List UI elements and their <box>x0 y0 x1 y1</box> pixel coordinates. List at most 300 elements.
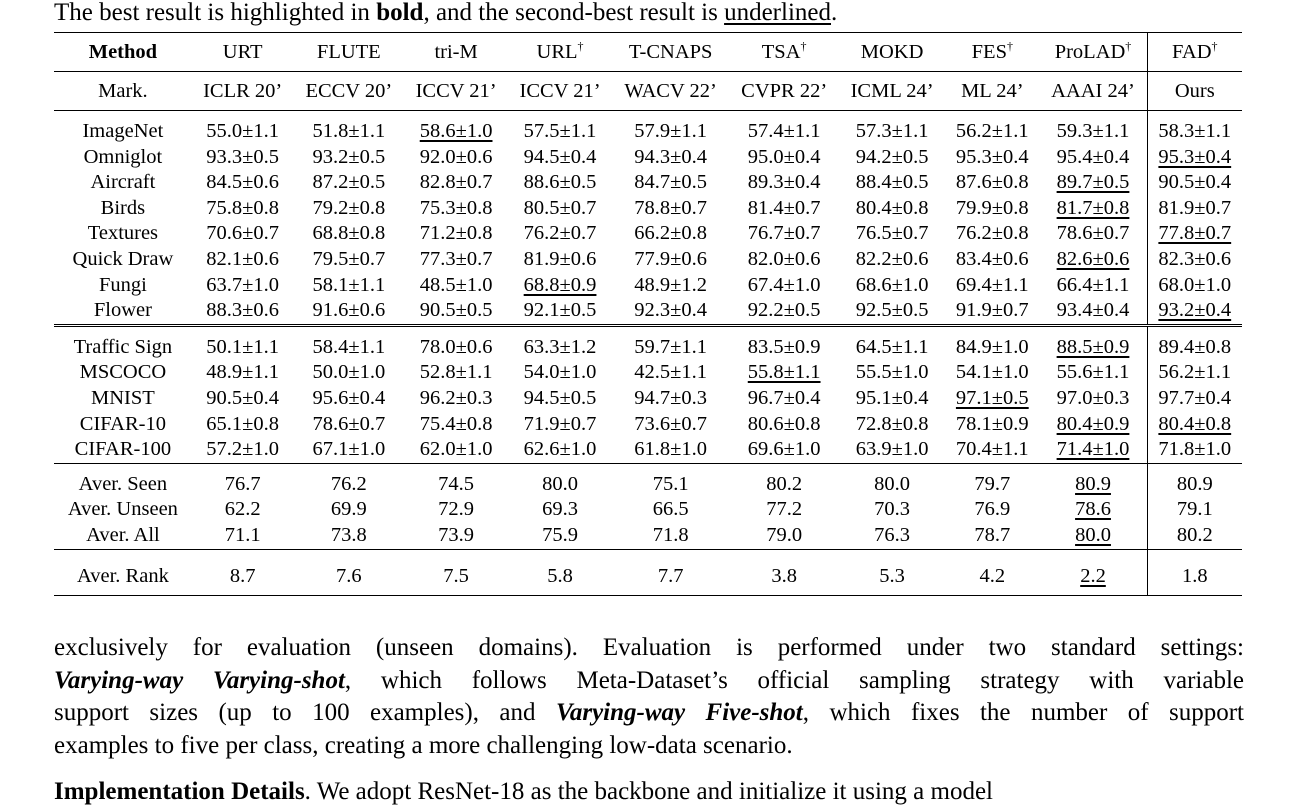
result-cell <box>508 497 612 523</box>
result-cell <box>729 463 839 497</box>
result-value: 78.8±0.7 <box>634 196 708 219</box>
result-value: 95.4±0.4 <box>1056 145 1130 168</box>
result-cell <box>404 497 508 523</box>
result-value: 73.6±0.7 <box>634 412 708 435</box>
result-value: 93.4±0.4 <box>1056 299 1130 322</box>
result-cell <box>294 497 405 523</box>
table-row <box>54 247 1242 273</box>
result-value: 54.0±1.0 <box>523 361 597 384</box>
result-cell <box>294 298 405 325</box>
result-cell <box>839 247 945 273</box>
result-value: 94.2±0.5 <box>855 145 929 168</box>
result-cell <box>508 170 612 196</box>
result-value: 79.2±0.8 <box>312 196 386 219</box>
result-value: 59.3±1.1 <box>1056 120 1130 142</box>
result-cell <box>1039 360 1147 386</box>
result-cell <box>612 111 729 145</box>
result-value: 82.3±0.6 <box>1158 247 1232 270</box>
result-cell <box>192 463 294 497</box>
result-cell <box>839 463 945 497</box>
result-value: 80.0 <box>542 472 578 495</box>
result-value: 95.1±0.4 <box>855 386 929 409</box>
result-value: 71.8 <box>652 523 689 546</box>
result-value: 68.0±1.0 <box>1158 273 1232 296</box>
result-value: 75.3±0.8 <box>419 196 493 219</box>
result-value: 97.0±0.3 <box>1056 386 1130 409</box>
row-label: Aver. Rank <box>54 549 192 595</box>
result-value: 79.0 <box>766 523 803 546</box>
result-value: 94.5±0.5 <box>523 386 597 409</box>
result-value: 68.8±0.8 <box>312 222 386 245</box>
result-cell <box>508 145 612 171</box>
paragraph-line-1: exclusively for evaluation (unseen domains). Evaluation is performed under two standard settings: <box>54 634 1244 661</box>
result-value: 65.1±0.8 <box>206 412 280 435</box>
result-value: 42.5±1.1 <box>634 361 708 384</box>
result-value: 75.4±0.8 <box>419 412 493 435</box>
result-cell <box>945 298 1039 325</box>
result-value: 50.0±1.0 <box>312 361 386 384</box>
paragraph-line-3 <box>54 697 1244 730</box>
result-value: 7.7 <box>657 564 684 587</box>
result-value: 48.9±1.1 <box>206 361 280 384</box>
result-value: 93.3±0.5 <box>206 145 280 168</box>
result-value: 94.7±0.3 <box>634 386 708 409</box>
column-header-col-6 <box>729 33 839 72</box>
result-cell <box>1147 247 1242 273</box>
result-cell <box>839 170 945 196</box>
result-value: 76.7 <box>224 472 261 495</box>
result-cell <box>839 360 945 386</box>
result-cell <box>729 412 839 438</box>
result-value: 57.4±1.1 <box>747 120 821 142</box>
row-label: Aver. Seen <box>54 463 192 497</box>
result-cell <box>508 273 612 299</box>
result-value: 76.7±0.7 <box>747 222 821 245</box>
result-cell <box>729 111 839 145</box>
result-value: 71.1 <box>224 523 261 546</box>
result-value: 72.8±0.8 <box>855 412 929 435</box>
result-cell <box>839 273 945 299</box>
column-header-col-8 <box>945 33 1039 72</box>
result-value: 96.2±0.3 <box>419 386 493 409</box>
result-cell <box>1147 298 1242 325</box>
result-cell <box>508 325 612 360</box>
result-cell <box>192 437 294 463</box>
result-value: 76.2 <box>330 472 367 495</box>
table-row <box>54 360 1242 386</box>
result-value: 79.9±0.8 <box>955 196 1029 219</box>
result-value: 3.8 <box>771 564 797 587</box>
mark-row-label: Mark. <box>54 72 192 111</box>
result-cell <box>192 273 294 299</box>
venue-cell: ICML 24’ <box>839 72 945 111</box>
implementation-heading: Implementation Details <box>54 778 305 805</box>
result-value: 79.7 <box>974 472 1011 495</box>
result-value: 67.4±1.0 <box>747 273 821 296</box>
result-cell <box>294 196 405 222</box>
result-value: 58.3±1.1 <box>1158 120 1232 142</box>
result-value: 66.5 <box>652 498 689 521</box>
result-cell <box>839 111 945 145</box>
result-cell <box>945 273 1039 299</box>
result-cell <box>1147 386 1242 412</box>
row-label: Textures <box>87 222 159 245</box>
result-value: 80.6±0.8 <box>747 412 821 435</box>
result-cell <box>404 437 508 463</box>
result-value: 81.4±0.7 <box>747 196 821 219</box>
result-cell <box>294 170 405 196</box>
result-cell <box>294 221 405 247</box>
dagger-mark: † <box>1006 38 1013 53</box>
result-value: 80.0 <box>1075 523 1111 546</box>
result-value: 87.6±0.8 <box>955 171 1029 194</box>
venue-cell: Ours <box>1147 72 1242 111</box>
result-cell <box>192 170 294 196</box>
caption-middle: , and the second-best result is <box>423 0 725 26</box>
result-cell <box>508 412 612 438</box>
result-value: 70.3 <box>874 498 911 521</box>
result-value: 77.3±0.7 <box>419 247 493 270</box>
result-value: 78.6±0.7 <box>312 412 386 435</box>
result-cell <box>729 523 839 549</box>
result-cell <box>1147 145 1242 171</box>
result-value: 7.6 <box>336 564 362 587</box>
column-header-col-4 <box>508 33 612 72</box>
result-value: 92.3±0.4 <box>634 299 708 322</box>
row-label: Aver. Unseen <box>67 498 178 521</box>
result-cell <box>404 523 508 549</box>
result-cell <box>1147 325 1242 360</box>
result-value: 8.7 <box>229 564 256 587</box>
result-cell <box>192 247 294 273</box>
result-cell <box>1039 412 1147 438</box>
result-value: 2.2 <box>1080 564 1106 587</box>
result-value: 76.3 <box>874 523 911 546</box>
paragraph-line-2-rest: , which follows Meta-Dataset’s official sampling strategy with variable <box>344 666 1244 694</box>
result-cell <box>839 549 945 595</box>
result-cell <box>508 221 612 247</box>
column-header-label: T-CNAPS <box>628 40 713 63</box>
venue-cell: AAAI 24’ <box>1039 72 1147 111</box>
result-cell <box>839 497 945 523</box>
result-value: 61.8±1.0 <box>634 438 708 461</box>
result-cell <box>508 196 612 222</box>
row-label: Birds <box>100 196 146 219</box>
result-value: 95.3±0.4 <box>1158 145 1232 168</box>
result-value: 71.9±0.7 <box>523 412 597 435</box>
result-cell <box>945 221 1039 247</box>
result-value: 4.2 <box>979 564 1006 587</box>
result-value: 84.9±1.0 <box>955 335 1029 358</box>
result-cell <box>839 221 945 247</box>
column-header-label: ProLAD <box>1054 40 1126 63</box>
result-value: 80.4±0.8 <box>855 196 929 219</box>
result-cell <box>1147 273 1242 299</box>
result-value: 68.6±1.0 <box>855 273 929 296</box>
result-value: 79.5±0.7 <box>312 247 386 270</box>
result-value: 77.8±0.7 <box>1158 222 1232 245</box>
results-table <box>54 32 1242 596</box>
venue-cell: WACV 22’ <box>612 72 729 111</box>
result-cell <box>508 111 612 145</box>
result-value: 75.1 <box>652 472 689 495</box>
result-value: 77.2 <box>766 498 803 521</box>
result-cell <box>404 170 508 196</box>
result-value: 82.2±0.6 <box>855 247 929 270</box>
venue-cell: ICCV 21’ <box>404 72 508 111</box>
result-cell <box>404 298 508 325</box>
caption-prefix: The best result is highlighted in <box>54 0 377 26</box>
result-value: 84.5±0.6 <box>206 171 280 194</box>
result-value: 55.6±1.1 <box>1056 361 1130 384</box>
table-row <box>54 221 1242 247</box>
result-cell <box>729 145 839 171</box>
result-value: 78.6 <box>1075 498 1111 521</box>
result-value: 78.0±0.6 <box>419 335 493 358</box>
result-cell <box>839 386 945 412</box>
row-label: Fungi <box>98 273 147 296</box>
table-row <box>54 111 1242 145</box>
venue-cell: ML 24’ <box>945 72 1039 111</box>
result-value: 76.2±0.8 <box>955 222 1029 245</box>
result-cell <box>945 386 1039 412</box>
result-value: 87.2±0.5 <box>312 171 386 194</box>
venue-cell: ICLR 20’ <box>192 72 294 111</box>
result-cell <box>612 325 729 360</box>
result-value: 59.7±1.1 <box>634 335 708 358</box>
result-cell <box>945 412 1039 438</box>
result-value: 80.9 <box>1176 472 1213 495</box>
result-value: 97.7±0.4 <box>1158 386 1232 409</box>
result-cell <box>294 325 405 360</box>
result-cell <box>945 360 1039 386</box>
result-value: 80.4±0.9 <box>1056 412 1130 435</box>
result-cell <box>839 412 945 438</box>
result-cell <box>294 412 405 438</box>
result-cell <box>612 412 729 438</box>
result-cell <box>612 221 729 247</box>
result-cell <box>1039 273 1147 299</box>
result-cell <box>1039 523 1147 549</box>
column-header-col-1 <box>192 33 294 72</box>
result-cell <box>192 412 294 438</box>
result-cell <box>192 360 294 386</box>
result-value: 88.6±0.5 <box>523 171 597 194</box>
column-header-label: FAD <box>1172 40 1212 63</box>
result-cell <box>294 549 405 595</box>
result-cell <box>1039 196 1147 222</box>
row-label: MSCOCO <box>79 361 167 384</box>
result-cell <box>729 549 839 595</box>
result-value: 80.9 <box>1075 472 1111 495</box>
result-cell <box>1147 111 1242 145</box>
result-value: 84.7±0.5 <box>634 171 708 194</box>
result-value: 80.2 <box>766 472 803 495</box>
result-value: 73.9 <box>438 523 475 546</box>
row-label: Flower <box>93 299 152 322</box>
result-value: 55.5±1.0 <box>855 361 929 384</box>
result-cell <box>1147 497 1242 523</box>
result-cell <box>729 497 839 523</box>
result-cell <box>945 497 1039 523</box>
result-value: 75.8±0.8 <box>206 196 280 219</box>
result-cell <box>729 298 839 325</box>
result-cell <box>729 386 839 412</box>
result-value: 80.5±0.7 <box>523 196 597 219</box>
result-value: 82.0±0.6 <box>747 247 821 270</box>
result-cell <box>839 437 945 463</box>
result-value: 69.3 <box>542 498 578 521</box>
column-header-col-3 <box>404 33 508 72</box>
result-cell <box>612 386 729 412</box>
row-label: Aver. All <box>86 523 160 546</box>
table-row <box>54 145 1242 171</box>
result-cell <box>192 111 294 145</box>
result-cell <box>1039 170 1147 196</box>
result-value: 81.9±0.6 <box>523 247 597 270</box>
result-value: 5.8 <box>547 564 573 587</box>
column-header-col-5 <box>612 33 729 72</box>
result-value: 81.7±0.8 <box>1056 196 1130 219</box>
row-label: ImageNet <box>54 111 192 145</box>
result-cell <box>729 170 839 196</box>
result-cell <box>294 273 405 299</box>
paragraph-implementation <box>54 776 1244 808</box>
result-cell <box>729 325 839 360</box>
result-value: 71.8±1.0 <box>1158 438 1232 461</box>
result-value: 54.1±1.0 <box>955 361 1029 384</box>
result-value: 52.8±1.1 <box>419 361 493 384</box>
result-cell <box>192 386 294 412</box>
result-cell <box>294 523 405 549</box>
result-cell <box>612 523 729 549</box>
result-cell <box>404 145 508 171</box>
result-cell <box>1039 247 1147 273</box>
result-value: 71.2±0.8 <box>419 222 493 245</box>
result-cell <box>945 463 1039 497</box>
result-value: 62.2 <box>224 498 261 521</box>
column-header-label: URT <box>222 40 263 63</box>
result-value: 81.9±0.7 <box>1158 196 1232 219</box>
table-row <box>54 386 1242 412</box>
result-cell <box>404 412 508 438</box>
result-value: 69.6±1.0 <box>747 438 821 461</box>
result-value: 57.9±1.1 <box>634 120 708 142</box>
dagger-mark: † <box>800 38 807 53</box>
result-value: 57.5±1.1 <box>523 120 597 142</box>
table-row <box>54 437 1242 463</box>
result-cell <box>508 298 612 325</box>
result-value: 48.9±1.2 <box>634 273 708 296</box>
result-value: 56.2±1.1 <box>955 120 1029 142</box>
row-label: CIFAR-100 <box>74 438 172 461</box>
caption-bold-word: bold <box>376 0 424 26</box>
result-value: 58.1±1.1 <box>312 273 386 296</box>
result-cell <box>839 145 945 171</box>
result-cell <box>612 437 729 463</box>
result-value: 56.2±1.1 <box>1158 361 1232 384</box>
result-value: 96.7±0.4 <box>747 386 821 409</box>
table-row <box>54 497 1242 523</box>
result-cell <box>1147 196 1242 222</box>
result-value: 93.2±0.5 <box>312 145 386 168</box>
paragraph-line-4: examples to five per class, creating a more challenging low-data scenario. <box>54 731 793 759</box>
result-value: 50.1±1.1 <box>206 335 280 358</box>
result-value: 71.4±1.0 <box>1056 438 1130 461</box>
result-value: 92.1±0.5 <box>523 299 597 322</box>
result-cell <box>192 145 294 171</box>
table-row <box>54 412 1242 438</box>
result-value: 82.8±0.7 <box>419 171 493 194</box>
result-cell <box>1147 463 1242 497</box>
result-cell <box>945 170 1039 196</box>
result-value: 89.7±0.5 <box>1056 171 1130 194</box>
column-header-label: FLUTE <box>316 40 381 63</box>
setting-varying-shot: Varying-way Varying-shot <box>54 666 345 694</box>
result-value: 79.1 <box>1176 498 1213 521</box>
result-value: 69.9 <box>330 498 367 521</box>
venue-cell: ICCV 21’ <box>508 72 612 111</box>
result-cell <box>508 247 612 273</box>
result-cell <box>1039 298 1147 325</box>
row-label: Quick Draw <box>72 247 174 270</box>
paragraph-line-3-rest: , which fixes the number of support <box>802 699 1244 726</box>
result-cell <box>839 196 945 222</box>
result-value: 94.5±0.4 <box>523 145 597 168</box>
row-label: Aircraft <box>90 171 156 194</box>
result-value: 95.3±0.4 <box>955 145 1029 168</box>
result-value: 92.2±0.5 <box>747 299 821 322</box>
result-value: 57.2±1.0 <box>206 438 280 461</box>
result-cell <box>404 463 508 497</box>
result-cell <box>729 196 839 222</box>
result-cell <box>945 247 1039 273</box>
result-cell <box>1039 463 1147 497</box>
result-cell <box>612 170 729 196</box>
result-cell <box>612 549 729 595</box>
column-header-label: FES <box>971 40 1007 63</box>
result-cell <box>192 325 294 360</box>
result-cell <box>294 360 405 386</box>
result-value: 70.6±0.7 <box>206 222 280 245</box>
result-cell <box>192 549 294 595</box>
table-row <box>54 523 1242 549</box>
implementation-text: . We adopt ResNet-18 as the backbone and initialize it using a model <box>304 778 993 805</box>
result-value: 89.4±0.8 <box>1158 335 1232 358</box>
result-value: 58.4±1.1 <box>312 335 386 358</box>
result-cell <box>612 196 729 222</box>
result-cell <box>839 325 945 360</box>
result-cell <box>404 111 508 145</box>
result-cell <box>612 273 729 299</box>
venue-cell: ECCV 20’ <box>294 72 405 111</box>
result-cell <box>508 549 612 595</box>
result-cell <box>404 386 508 412</box>
dagger-mark: † <box>577 38 584 53</box>
result-value: 76.2±0.7 <box>523 222 597 245</box>
result-value: 78.1±0.9 <box>955 412 1029 435</box>
result-cell <box>508 360 612 386</box>
result-cell <box>294 111 405 145</box>
result-value: 92.0±0.6 <box>419 145 493 168</box>
result-cell <box>729 247 839 273</box>
result-value: 58.6±1.0 <box>419 120 493 142</box>
result-value: 80.2 <box>1176 523 1213 546</box>
column-header-label: URL <box>536 40 578 63</box>
result-value: 76.9 <box>974 498 1011 521</box>
result-value: 83.5±0.9 <box>747 335 821 358</box>
result-cell <box>192 221 294 247</box>
